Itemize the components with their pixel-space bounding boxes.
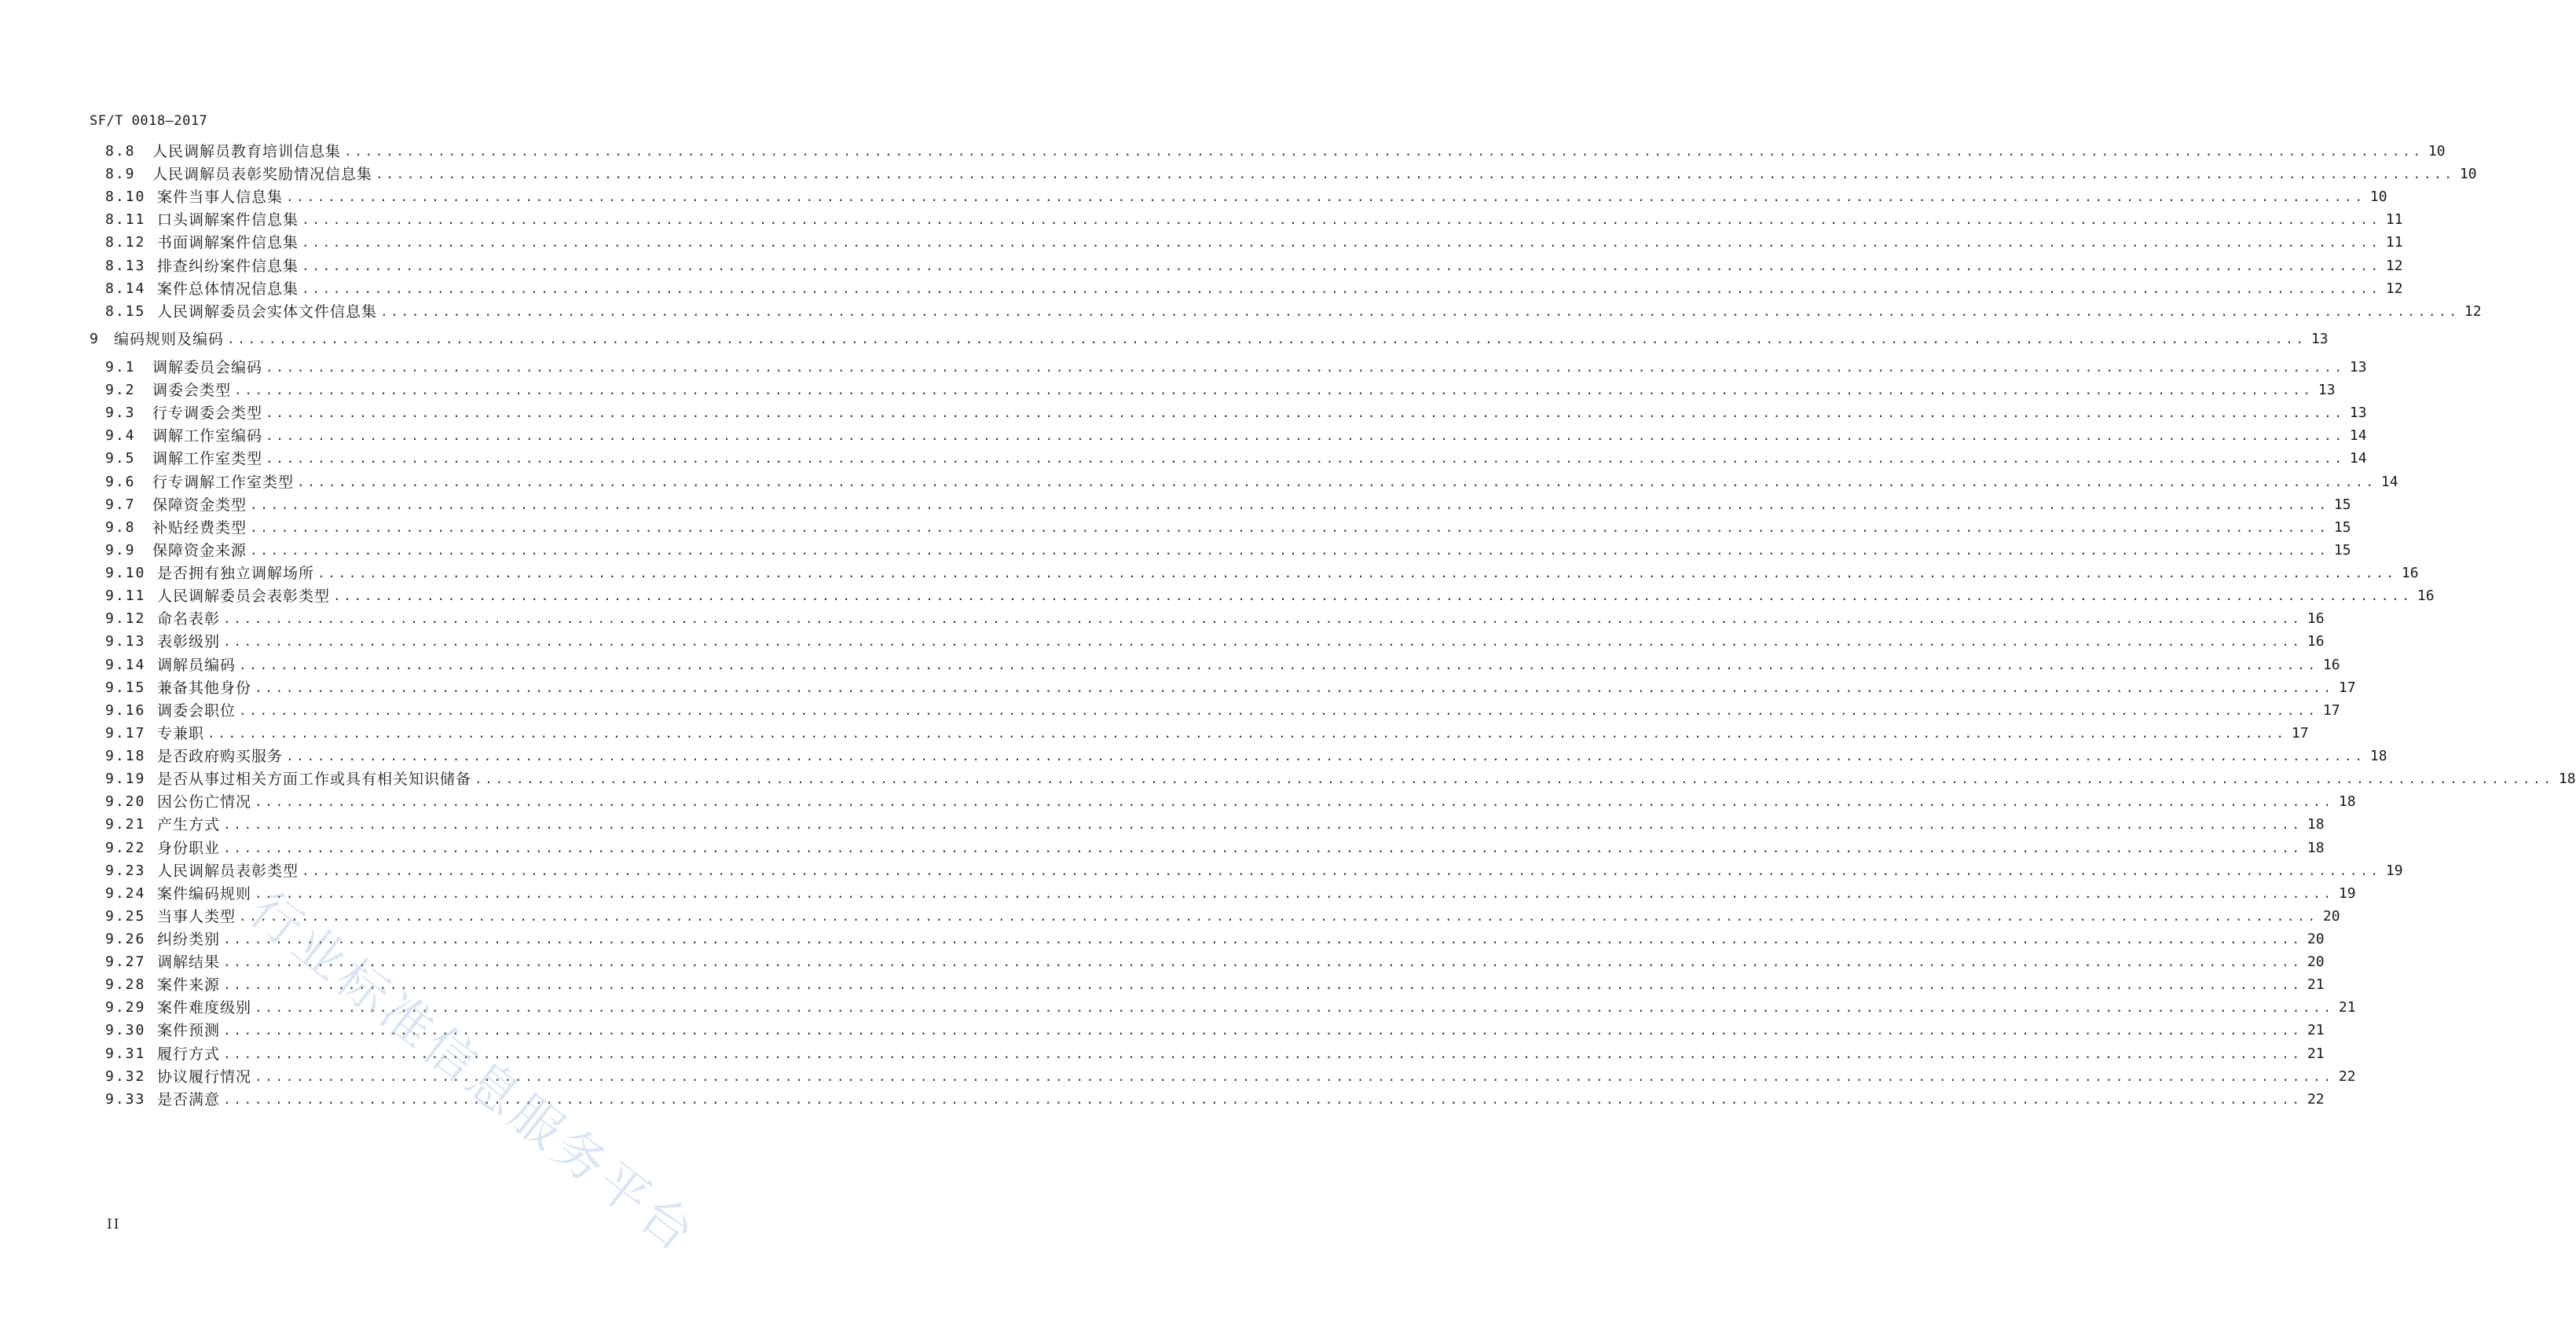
toc-entry-number: 9.3 <box>105 405 136 422</box>
toc-leader-dots: ........................................................................................................................................................................................................ <box>223 932 2303 947</box>
toc-entry[interactable] <box>105 424 2367 448</box>
toc-entry-title: 口头调解案件信息集 <box>157 211 299 229</box>
toc-leader-dots: ........................................................................................................................................................................................................ <box>302 280 2381 296</box>
toc-entry-page: 17 <box>2338 679 2356 696</box>
toc-entry[interactable] <box>105 379 2336 402</box>
toc-entry[interactable] <box>105 163 2477 186</box>
toc-entry-title: 调解结果 <box>157 954 221 972</box>
toc-entry-number: 9.6 <box>105 473 136 490</box>
toc-entry-title: 人民调解委员会表彰类型 <box>157 588 331 606</box>
toc-entry-page: 21 <box>2338 999 2356 1016</box>
toc-entry-number: 8.10 <box>105 189 146 206</box>
toc-entry-number: 9.22 <box>105 839 146 856</box>
toc-entry-title: 是否政府购买服务 <box>157 748 284 766</box>
toc-entry[interactable] <box>105 973 2325 997</box>
toc-leader-dots: ........................................................................................................................................................................................................ <box>266 405 2345 421</box>
toc-entry-page: 12 <box>2385 280 2403 297</box>
toc-entry-page: 13 <box>2310 331 2329 347</box>
toc-entry-number: 9.14 <box>105 656 146 673</box>
toc-leader-dots: ........................................................................................................................................................................................................ <box>223 817 2303 833</box>
toc-entry-number: 9 <box>90 331 100 347</box>
toc-entry[interactable] <box>105 255 2403 278</box>
toc-entry-number: 9.32 <box>105 1067 146 1085</box>
toc-entry[interactable] <box>105 471 2398 494</box>
toc-entry-number: 9.29 <box>105 999 146 1016</box>
toc-entry[interactable] <box>105 1042 2325 1066</box>
toc-entry-page: 21 <box>2307 1045 2325 1062</box>
toc-entry-page: 17 <box>2322 701 2340 719</box>
toc-entry-title: 行专调委会类型 <box>152 405 263 423</box>
toc-leader-dots: ........................................................................................................................................................................................................ <box>223 1023 2303 1038</box>
toc-leader-dots: ........................................................................................................................................................................................................ <box>239 657 2318 672</box>
toc-leader-dots: ........................................................................................................................................................................................................ <box>250 496 2329 512</box>
toc-entry[interactable] <box>105 277 2403 301</box>
toc-entry-page: 16 <box>2307 633 2325 650</box>
toc-leader-dots: ........................................................................................................................................................................................................ <box>302 862 2381 878</box>
toc-entry[interactable] <box>105 676 2356 700</box>
toc-leader-dots: ........................................................................................................................................................................................................ <box>376 167 2455 182</box>
toc-entry[interactable] <box>105 859 2403 883</box>
toc-entry-number: 9.10 <box>105 565 146 582</box>
toc-entry[interactable] <box>105 996 2356 1020</box>
toc-entry-title: 人民调解员教育培训信息集 <box>152 143 342 160</box>
toc-entry[interactable] <box>105 231 2403 255</box>
toc-entry-number: 9.12 <box>105 610 146 628</box>
toc-entry-number: 8.9 <box>105 166 136 183</box>
toc-entry-title: 纠纷类别 <box>157 931 221 948</box>
toc-entry-page: 13 <box>2349 359 2367 375</box>
toc-entry-title: 协议履行情况 <box>157 1067 252 1086</box>
toc-entry[interactable] <box>105 562 2419 585</box>
toc-entry-number: 9.23 <box>105 862 146 879</box>
toc-entry[interactable] <box>105 837 2325 860</box>
toc-entry-number: 8.15 <box>105 302 146 320</box>
toc-entry-page: 22 <box>2338 1067 2356 1085</box>
toc-entry-title: 人民调解员表彰类型 <box>157 862 299 880</box>
toc-entry[interactable] <box>105 1088 2325 1111</box>
toc-leader-dots: ........................................................................................................................................................................................................ <box>223 840 2303 855</box>
toc-entry-title: 补贴经费类型 <box>152 518 247 536</box>
toc-entry-page: 13 <box>2318 382 2336 399</box>
toc-entry-page: 12 <box>2385 257 2403 274</box>
toc-entry-title: 是否拥有独立调解场所 <box>157 565 315 583</box>
toc-entry-number: 8.11 <box>105 211 146 229</box>
toc-entry-page: 20 <box>2307 954 2325 971</box>
toc-entry-number: 9.4 <box>105 427 136 445</box>
toc-entry-page: 18 <box>2307 839 2325 856</box>
toc-entry-title: 案件预测 <box>157 1022 221 1040</box>
toc-entry[interactable] <box>105 356 2367 379</box>
toc-entry-number: 9.2 <box>105 382 136 399</box>
toc-entry-title: 调委会职位 <box>157 701 236 720</box>
toc-entry-number: 9.16 <box>105 701 146 719</box>
toc-entry-title: 因公伤亡情况 <box>157 793 252 811</box>
toc-entry-number: 9.11 <box>105 588 146 605</box>
toc-entry-number: 9.28 <box>105 976 146 994</box>
toc-entry-page: 19 <box>2338 884 2356 902</box>
toc-entry-page: 14 <box>2349 450 2367 467</box>
toc-entry-title: 编码规则及编码 <box>114 331 225 348</box>
toc-entry-page: 10 <box>2428 143 2446 159</box>
toc-entry-title: 履行方式 <box>157 1045 221 1063</box>
toc-entry-number: 9.19 <box>105 771 146 788</box>
toc-entry-page: 15 <box>2333 518 2351 536</box>
toc-entry-page: 18 <box>2369 748 2387 765</box>
toc-entry-title: 保障资金来源 <box>152 541 247 559</box>
toc-entry-title: 保障资金类型 <box>152 496 247 514</box>
toc-entry-title: 身份职业 <box>157 839 221 857</box>
toc-entry[interactable] <box>105 905 2340 928</box>
toc-entry-page: 21 <box>2307 976 2325 994</box>
toc-entry-title: 表彰级别 <box>157 633 221 651</box>
toc-entry[interactable] <box>105 300 2482 324</box>
toc-entry[interactable] <box>105 654 2340 677</box>
toc-leader-dots: ........................................................................................................................................................................................................ <box>207 725 2287 741</box>
toc-entry[interactable] <box>105 185 2387 209</box>
toc-leader-dots: ........................................................................................................................................................................................................ <box>302 235 2381 251</box>
toc-entry-number: 8.13 <box>105 257 146 274</box>
toc-entry-number: 9.24 <box>105 884 146 902</box>
toc-entry-title: 案件当事人信息集 <box>157 189 284 207</box>
toc-entry-page: 12 <box>2464 302 2482 320</box>
toc-entry-page: 18 <box>2307 816 2325 833</box>
toc-entry-title: 是否从事过相关方面工作或具有相关知识储备 <box>157 771 472 789</box>
toc-entry-title: 兼备其他身份 <box>157 679 252 697</box>
toc-leader-dots: ........................................................................................................................................................................................................ <box>286 749 2365 764</box>
toc-chapter-entry[interactable] <box>90 328 2329 351</box>
toc-leader-dots: ........................................................................................................................................................................................................ <box>380 303 2460 319</box>
toc-leader-dots: ........................................................................................................................................................................................................ <box>223 1091 2303 1107</box>
toc-entry-number: 9.7 <box>105 496 136 513</box>
toc-entry[interactable] <box>105 790 2356 814</box>
toc-entry-page: 10 <box>2369 189 2387 206</box>
toc-entry[interactable] <box>105 539 2351 562</box>
toc-entry[interactable] <box>105 447 2367 471</box>
toc-entry-number: 9.20 <box>105 793 146 811</box>
toc-leader-dots: ........................................................................................................................................................................................................ <box>223 954 2303 970</box>
toc-entry-title: 专兼职 <box>157 724 205 742</box>
toc-entry-number: 9.30 <box>105 1022 146 1039</box>
toc-entry-number: 9.9 <box>105 541 136 558</box>
toc-leader-dots: ........................................................................................................................................................................................................ <box>227 331 2307 346</box>
toc-entry[interactable] <box>105 722 2309 745</box>
toc-leader-dots: ........................................................................................................................................................................................................ <box>286 189 2365 205</box>
toc-entry[interactable] <box>105 699 2340 723</box>
toc-entry-page: 13 <box>2349 405 2367 422</box>
toc-leader-dots: ........................................................................................................................................................................................................ <box>344 144 2424 159</box>
toc-entry[interactable] <box>105 928 2325 951</box>
toc-entry-number: 9.31 <box>105 1045 146 1062</box>
toc-entry-number: 9.5 <box>105 450 136 467</box>
toc-leader-dots: ........................................................................................................................................................................................................ <box>255 885 2334 901</box>
toc-entry-page: 17 <box>2291 724 2309 742</box>
toc-leader-dots: ........................................................................................................................................................................................................ <box>302 258 2381 273</box>
toc-entry-page: 21 <box>2307 1022 2325 1039</box>
toc-entry-title: 案件难度级别 <box>157 999 252 1017</box>
toc-entry-page: 19 <box>2385 862 2403 879</box>
toc-entry-number: 9.15 <box>105 679 146 696</box>
toc-entry-page: 20 <box>2307 931 2325 947</box>
toc-entry-number: 9.8 <box>105 518 136 536</box>
toc-entry-title: 案件总体情况信息集 <box>157 280 299 298</box>
toc-leader-dots: ........................................................................................................................................................................................................ <box>239 908 2318 924</box>
toc-entry-number: 9.27 <box>105 954 146 971</box>
toc-entry-number: 9.25 <box>105 907 146 925</box>
toc-entry-title: 调解委员会编码 <box>152 359 263 376</box>
toc-entry-title: 案件来源 <box>157 976 221 994</box>
toc-entry-page: 16 <box>2307 610 2325 628</box>
toc-entry-title: 调委会类型 <box>152 382 232 400</box>
toc-leader-dots: ........................................................................................................................................................................................................ <box>475 771 2554 787</box>
toc-entry-page: 18 <box>2558 771 2576 788</box>
toc-entry[interactable] <box>105 630 2325 654</box>
toc-entry-title: 产生方式 <box>157 816 221 834</box>
toc-leader-dots: ........................................................................................................................................................................................................ <box>255 679 2334 695</box>
toc-entry[interactable] <box>105 950 2325 974</box>
toc-entry-title: 调解员编码 <box>157 656 236 674</box>
toc-leader-dots: ........................................................................................................................................................................................................ <box>297 474 2376 489</box>
toc-entry-title: 行专调解工作室类型 <box>152 473 295 491</box>
toc-leader-dots: ........................................................................................................................................................................................................ <box>255 1000 2334 1016</box>
toc-entry-page: 14 <box>2380 473 2398 490</box>
toc-entry[interactable] <box>105 401 2367 425</box>
toc-leader-dots: ........................................................................................................................................................................................................ <box>234 383 2314 398</box>
toc-entry[interactable] <box>105 208 2403 232</box>
toc-entry-page: 22 <box>2307 1090 2325 1108</box>
toc-entry-page: 11 <box>2385 234 2403 251</box>
toc-entry-number: 9.13 <box>105 633 146 650</box>
toc-entry-page: 15 <box>2333 541 2351 558</box>
toc-entry-title: 调解工作室类型 <box>152 450 263 468</box>
toc-entry-number: 8.12 <box>105 234 146 251</box>
toc-entry-page: 20 <box>2322 907 2340 925</box>
watermark: 行业标准信息服务平台 <box>238 881 708 1265</box>
toc-entry-page: 10 <box>2459 166 2477 183</box>
toc-entry-title: 人民调解委员会实体文件信息集 <box>157 302 378 320</box>
toc-leader-dots: ........................................................................................................................................................................................................ <box>302 212 2381 228</box>
toc-entry-number: 9.26 <box>105 931 146 947</box>
toc-entry[interactable] <box>105 140 2446 163</box>
toc-leader-dots: ........................................................................................................................................................................................................ <box>333 588 2413 604</box>
toc-entry-number: 9.18 <box>105 748 146 765</box>
toc-leader-dots: ........................................................................................................................................................................................................ <box>223 1046 2303 1061</box>
toc-leader-dots: ........................................................................................................................................................................................................ <box>255 794 2334 810</box>
toc-leader-dots: ........................................................................................................................................................................................................ <box>255 1068 2334 1084</box>
toc-leader-dots: ........................................................................................................................................................................................................ <box>223 634 2303 650</box>
toc-entry-number: 9.21 <box>105 816 146 833</box>
toc-leader-dots: ........................................................................................................................................................................................................ <box>266 428 2345 444</box>
toc-entry-page: 18 <box>2338 793 2356 811</box>
document-id: SF/T 0018—2017 <box>90 113 208 129</box>
toc-leader-dots: ........................................................................................................................................................................................................ <box>250 519 2329 535</box>
toc-entry[interactable] <box>105 584 2435 608</box>
toc-entry[interactable] <box>105 767 2576 791</box>
toc-entry[interactable] <box>105 745 2387 768</box>
toc-entry-title: 人民调解员表彰奖励情况信息集 <box>152 166 373 184</box>
toc-entry-title: 调解工作室编码 <box>152 427 263 445</box>
toc-entry[interactable] <box>105 813 2325 837</box>
toc-leader-dots: ........................................................................................................................................................................................................ <box>317 566 2397 581</box>
toc-entry-title: 案件编码规则 <box>157 884 252 903</box>
page-number: II <box>107 1217 121 1232</box>
toc-entry[interactable] <box>105 1019 2325 1042</box>
toc-entry-number: 9.17 <box>105 724 146 742</box>
toc-entry-page: 16 <box>2401 565 2419 582</box>
toc-leader-dots: ........................................................................................................................................................................................................ <box>250 542 2329 558</box>
toc-entry[interactable] <box>105 1065 2356 1089</box>
toc-entry-number: 8.8 <box>105 143 136 159</box>
toc-entry-number: 9.1 <box>105 359 136 375</box>
toc-leader-dots: ........................................................................................................................................................................................................ <box>239 702 2318 718</box>
toc-entry-page: 16 <box>2322 656 2340 673</box>
toc-leader-dots: ........................................................................................................................................................................................................ <box>266 360 2345 375</box>
toc-entry[interactable] <box>105 516 2351 540</box>
toc-entry-page: 14 <box>2349 427 2367 445</box>
toc-entry[interactable] <box>105 882 2356 906</box>
toc-leader-dots: ........................................................................................................................................................................................................ <box>223 977 2303 993</box>
toc-entry-title: 命名表彰 <box>157 610 221 628</box>
toc-entry-title: 排查纠纷案件信息集 <box>157 257 299 275</box>
toc-entry-title: 书面调解案件信息集 <box>157 234 299 252</box>
toc-leader-dots: ........................................................................................................................................................................................................ <box>223 611 2303 627</box>
toc-entry-page: 11 <box>2385 211 2403 229</box>
toc-entry[interactable] <box>105 607 2325 631</box>
toc-entry[interactable] <box>105 493 2351 517</box>
toc-entry-number: 8.14 <box>105 280 146 297</box>
toc-entry-page: 15 <box>2333 496 2351 513</box>
toc-leader-dots: ........................................................................................................................................................................................................ <box>266 451 2345 467</box>
toc-entry-page: 16 <box>2417 588 2435 605</box>
toc-entry-title: 当事人类型 <box>157 907 236 925</box>
toc-entry-title: 是否满意 <box>157 1090 221 1108</box>
toc-entry-number: 9.33 <box>105 1090 146 1108</box>
